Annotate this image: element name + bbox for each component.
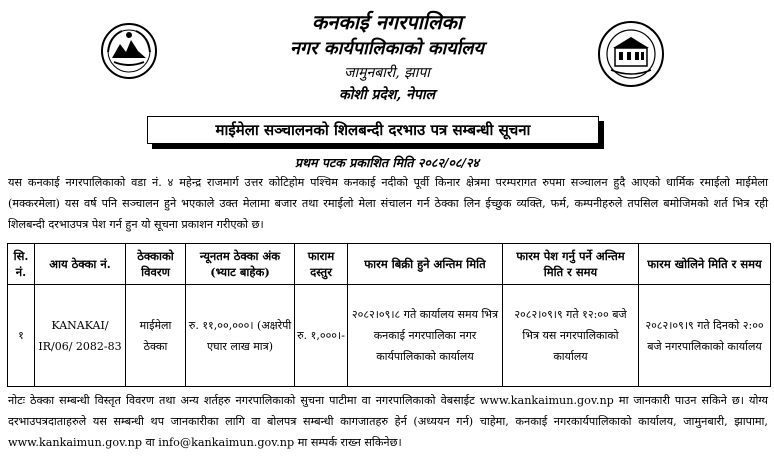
intro-paragraph — [8, 172, 768, 235]
office-name: नगर कार्यपालिकाको कार्यालय — [290, 38, 484, 59]
header-contract-description: ठेक्काको विवरण — [126, 244, 186, 285]
cell-contract-number: KANAKAI/ IR/06/ 2082-83 — [35, 285, 126, 387]
cell-form-fee: रु. १,०००।- — [295, 285, 348, 387]
header-form-fee: फाराम दस्तुर — [295, 244, 348, 285]
cell-submission-deadline: २०८२।०९।९ गते १२:०० बजे भित्र यस नगरपालिकाको कार्यालय — [503, 285, 639, 387]
published-date: प्रथम पटक प्रकाशित मिति २०८२/०८/२४ — [294, 155, 479, 170]
header-submission-deadline: फारम पेश गर्नु पर्ने अन्तिम मिति र समय — [503, 244, 639, 285]
municipality-name: कनकाई नगरपालिका — [311, 10, 463, 34]
office-address: जामुनबारी, झापा — [344, 65, 430, 81]
header-sale-deadline: फारम बिक्री हुने अन्तिम मिति — [348, 244, 503, 285]
header-contract-number: आय ठेक्का नं. — [35, 244, 126, 285]
notice-title-banner — [147, 116, 603, 147]
cell-minimum-amount: रु. ११,००,०००। (अक्षरेपी एघार लाख मात्र) — [186, 285, 295, 387]
cell-sale-deadline: २०८२।०९।८ गते कार्यालय समय भित्र कनकाई नगरपालिका नगर कार्यपालिकाको कार्यालय — [348, 285, 503, 387]
header-minimum-amount: न्यूनतम ठेक्का अंक (भ्याट बाहेक) — [186, 244, 295, 285]
note-paragraph — [8, 390, 768, 453]
table-header-row — [8, 244, 771, 285]
table-row — [8, 285, 771, 387]
header-serial: सि. नं. — [8, 244, 35, 285]
province-name: कोशी प्रदेश, नेपाल — [339, 87, 435, 103]
contract-table — [7, 243, 771, 387]
intro-text: यस कनकाई नगरपालिकाको वडा नं. ४ महेन्द्र राजमार्ग उत्तर कोटिहोम पश्चिम कनकाई नदीको पूर्वी किनार क्षेत्रमा परम्परागत रुपमा सञ्चालन हुदै आएको धार्मिक रमाईलो माईमेला (मक्करमेला) यस वर्ष पनि सञ्चालन हुने भएकाले उक्त मेलामा बजार तथा रमाईलो मेला संचालन गर्न ठेक्का लिन ईच्छुक व्यक्ति, फर्म, कम्पनीहरुले तपसिल बमोजिमको शर्त भित्र रही शिलबन्दी दरभाउपत्र पेश गर्न हुन यो सूचना प्रकाशन गरीएको छ। — [8, 176, 768, 231]
notice-title: माईमेला सञ्चालनको शिलबन्दी दरभाउ पत्र सम्बन्धी सूचना — [147, 116, 599, 144]
cell-contract-description: माईमेला ठेक्का — [126, 285, 186, 387]
cell-serial: १ — [8, 285, 35, 387]
cell-opening-date: २०८२।०९।९ गते दिनको २:०० बजे नगरपालिकाको कार्यालय — [639, 285, 771, 387]
note-text: नोटः ठेक्का सम्बन्धी विस्तृत विवरण तथा अन्य शर्तहरु नगरपालिकाको सुचना पाटीमा वा नगरपालिकाको वेबसाईट www.kankaimun.gov.np मा जानकारी पाउन सकिने छ। योग्य दरभाउपत्रदाताहरुले यस सम्बन्धी थप जानकारीका लागि वा बोलपत्र सम्बन्धी कागजातहरु हेर्न (अध्ययन गर्न) चाहेमा, कनकाई नगरकार्यपालिकाको कार्यालय, जामुनबारी, झापामा, www.kankaimun.gov.np वा info@kankaimun.gov.np मा सम्पर्क राख्न सकिनेछ। — [8, 394, 768, 449]
header-opening-date: फारम खोलिने मिति र समय — [639, 244, 771, 285]
